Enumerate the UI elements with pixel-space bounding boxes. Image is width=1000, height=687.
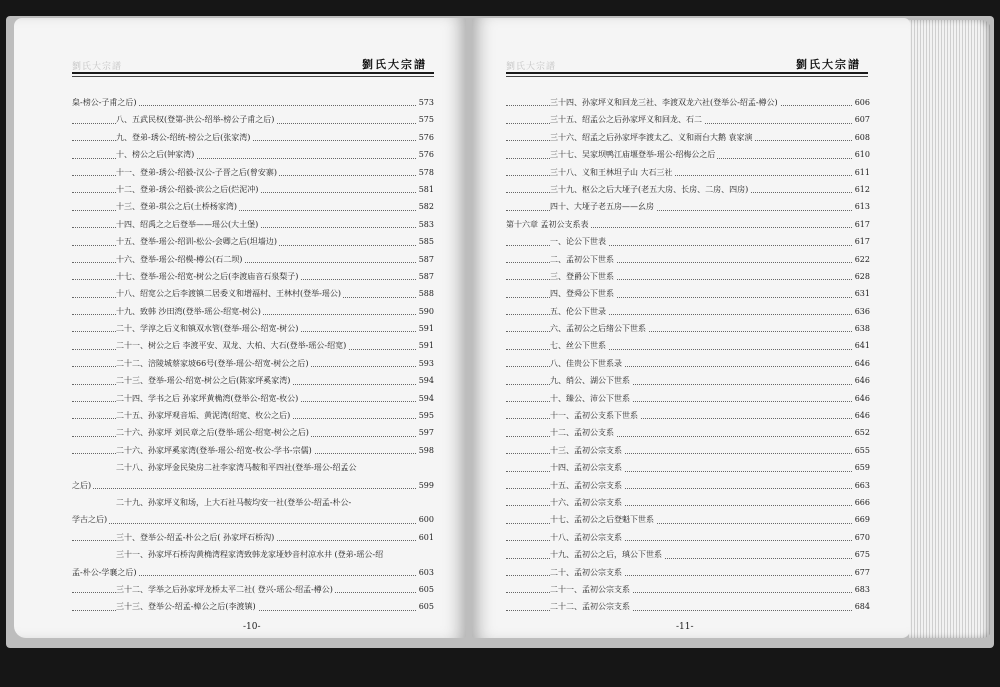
- right-toc-list: [506, 94, 870, 616]
- toc-entry-title: 十八、绍宽公之后李渡镇二居委义和增福村、王林村(登举-瑶公): [116, 289, 341, 299]
- left-header-faint-text: 劉氏大宗譜: [72, 62, 123, 72]
- toc-entry-title: 二十三、登举-瑶公-绍宽-树公之后(陈家坪奚家湾): [116, 376, 291, 386]
- toc-page-number: 617: [853, 216, 870, 233]
- toc-entry-title: 四十、大垭子老五房——幺房: [550, 202, 654, 212]
- toc-entry-title: 三十二、学举之后孙家坪龙桥太平二社( 登兴-瑶公-绍孟-樽公): [116, 584, 333, 594]
- toc-entry: [72, 529, 434, 546]
- toc-entry: [72, 111, 434, 128]
- toc-page-number: 636: [853, 303, 870, 320]
- toc-page-number: 576: [417, 146, 434, 163]
- toc-entry: [506, 268, 870, 285]
- toc-page-number: 590: [417, 303, 434, 320]
- toc-page-number: 612: [853, 181, 870, 198]
- toc-entry-title: 三十八、义和王林坦子山 大石三社: [550, 167, 673, 177]
- toc-entry-title: 三十六、绍孟之后孙家坪李渡太乙、义和雨台大鹅 袁家演: [550, 132, 753, 142]
- toc-entry: [72, 424, 434, 441]
- toc-entry: [72, 494, 434, 529]
- toc-entry: [72, 268, 434, 285]
- toc-page-number: 677: [853, 564, 870, 581]
- toc-entry: [72, 372, 434, 389]
- toc-entry: [72, 581, 434, 598]
- right-header-faint-text: 劉氏大宗譜: [506, 62, 557, 72]
- toc-entry-title: 十八、孟初公宗支系: [550, 532, 622, 542]
- left-header-rule-thin: [72, 76, 434, 77]
- toc-entry-title: 三十七、吴家坝鸭江庙堰登举-瑶公-绍梅公之后: [550, 150, 716, 160]
- toc-entry: [506, 459, 870, 476]
- toc-entry-title: 十五、登举-瑶公-绍训-松公-会卿之后(坦墙边): [116, 237, 278, 247]
- toc-entry: [506, 529, 870, 546]
- toc-entry: [72, 94, 434, 111]
- toc-entry-title-continued: 之后): [72, 480, 92, 490]
- toc-entry: [506, 355, 870, 372]
- toc-page-number: 607: [853, 111, 870, 128]
- toc-entry-title: 二十四、学书之后 孙家坪黄桷湾(登举公-绍宽-枚公): [116, 393, 299, 403]
- toc-entry: [506, 477, 870, 494]
- toc-entry: [506, 146, 870, 163]
- toc-page-number: 617: [853, 233, 870, 250]
- toc-entry-title-continued: 孟-朴公-学襄之后): [72, 567, 137, 577]
- toc-entry-title: 十一、孟初公支系下世系: [550, 411, 638, 421]
- toc-page-number: 641: [853, 337, 870, 354]
- toc-entry: [506, 407, 870, 424]
- toc-entry: [72, 233, 434, 250]
- toc-entry-title-continued: 学古之后): [72, 515, 108, 525]
- toc-page-number: 683: [853, 581, 870, 598]
- toc-page-number: 659: [853, 459, 870, 476]
- toc-entry-title: 三十五、绍孟公之后孙家坪义和回龙、石二: [550, 115, 702, 125]
- toc-leader-dots: [72, 523, 416, 524]
- toc-entry-title: 十二、孟初公支系: [550, 428, 614, 438]
- toc-page-number: 675: [853, 546, 870, 563]
- toc-entry-title: 三十四、孙家坪义和回龙三社、李渡双龙六社(登举公-绍孟-樽公): [550, 98, 778, 107]
- left-page: [14, 18, 466, 638]
- toc-page-number: 578: [417, 164, 434, 181]
- left-toc-list: [72, 94, 434, 616]
- toc-page-number: 599: [417, 477, 434, 494]
- toc-page-number: 669: [853, 511, 870, 528]
- toc-entry-title: 二十一、树公之后 李渡平安、双龙、大柏、大石(登举-瑶公-绍宽): [116, 341, 347, 351]
- toc-page-number: 593: [417, 355, 434, 372]
- toc-entry: [506, 337, 870, 354]
- left-folio: -10-: [243, 622, 261, 632]
- toc-entry: [506, 442, 870, 459]
- toc-page-number: 587: [417, 268, 434, 285]
- toc-entry: [506, 164, 870, 181]
- toc-entry: [72, 546, 434, 581]
- toc-entry: [72, 407, 434, 424]
- toc-entry: [72, 303, 434, 320]
- toc-page-number: 611: [853, 164, 870, 181]
- left-header-rule-thick: [72, 72, 434, 74]
- toc-entry-title: 十五、孟初公宗支系: [550, 480, 622, 490]
- toc-page-number: 598: [417, 442, 434, 459]
- toc-page-number: 622: [853, 251, 870, 268]
- toc-page-number: 595: [417, 407, 434, 424]
- toc-entry-title: 四、登舜公下世系: [550, 289, 614, 299]
- toc-page-number: 613: [853, 198, 870, 215]
- right-header-title: 劉氏大宗譜: [796, 58, 861, 71]
- toc-page-number: 605: [417, 581, 434, 598]
- toc-entry: [72, 129, 434, 146]
- toc-page-number: 666: [853, 494, 870, 511]
- toc-entry-title: 二、孟初公下世系: [550, 254, 614, 264]
- toc-entry: [506, 181, 870, 198]
- toc-entry: [72, 320, 434, 337]
- toc-entry-title: 三十、登举公-绍孟-朴公之后( 孙家坪石桥沟): [116, 532, 275, 542]
- toc-page-number: 606: [853, 94, 870, 111]
- toc-page-number: 608: [853, 129, 870, 146]
- toc-page-number: 605: [417, 598, 434, 615]
- toc-page-number: 583: [417, 216, 434, 233]
- toc-entry: [506, 390, 870, 407]
- toc-entry-title: 二十六、孙家坪 刘民章之后(登举-瑶公-绍宽-树公之后): [116, 428, 309, 438]
- toc-entry: [72, 216, 434, 233]
- toc-entry: [506, 494, 870, 511]
- toc-page-number: 646: [853, 372, 870, 389]
- toc-entry-title: 二十二、涪陵城蔡家坡66号(登举-瑶公-绍宽-树公之后): [116, 358, 309, 368]
- toc-entry: [506, 111, 870, 128]
- toc-page-number: 652: [853, 424, 870, 441]
- toc-entry-title: 十九、致韩 沙田湾(登举-瑶公-绍宽-树公): [116, 306, 261, 316]
- toc-entry: [72, 198, 434, 215]
- toc-entry-title: 三十一、孙家坪石桥沟黄桷湾程家湾致韩龙家垭妙音村凉水井 (登弟-瑶公-绍: [116, 550, 384, 560]
- toc-leader-dots: [72, 488, 416, 489]
- toc-entry-title: 第十六章 孟初公支系表: [506, 219, 589, 229]
- toc-entry: [506, 424, 870, 441]
- toc-page-number: 601: [417, 529, 434, 546]
- toc-page-number: 603: [417, 564, 434, 581]
- toc-entry-title: 九、绡公、湖公下世系: [550, 376, 630, 386]
- book-page-edges: [909, 20, 991, 638]
- toc-page-number: 631: [853, 285, 870, 302]
- toc-page-number: 663: [853, 477, 870, 494]
- toc-entry-title: 十一、登弟-琇公-绍毅-汉公-子晋之后(曾安寨): [116, 167, 278, 177]
- toc-entry-title: 十二、登弟-琇公-绍毅-滨公之后(烂泥冲): [116, 184, 259, 194]
- toc-entry-title: 六、孟初公之后绪公下世系: [550, 324, 646, 334]
- toc-entry: [72, 164, 434, 181]
- toc-entry: [72, 390, 434, 407]
- toc-entry-title: 八、佳贵公下世系录: [550, 358, 622, 368]
- toc-entry-title: 十三、登弟-琪公之后(土桥杨家湾): [116, 202, 237, 212]
- toc-page-number: 585: [417, 233, 434, 250]
- toc-page-number: 628: [853, 268, 870, 285]
- toc-page-number: 684: [853, 598, 870, 615]
- toc-entry-title: 十四、绍禹之之后登举——瑶公(大土堡): [116, 219, 259, 229]
- toc-entry-title: 五、伦公下世录: [550, 306, 606, 316]
- toc-page-number: 576: [417, 129, 434, 146]
- toc-page-number: 670: [853, 529, 870, 546]
- toc-entry-title: 十六、孟初公宗支系: [550, 497, 622, 507]
- toc-entry-title: 十七、登举-瑶公-绍宽-树公之后(李渡庙音石泉梨子): [116, 271, 299, 281]
- toc-page-number: 588: [417, 285, 434, 302]
- toc-entry-title: 二十一、孟初公宗支系: [550, 584, 630, 594]
- toc-entry-title: 三、登爵公下世系: [550, 271, 614, 281]
- toc-page-number: 655: [853, 442, 870, 459]
- right-header-rule-thin: [506, 76, 868, 77]
- toc-entry-title: 七、丝公下世系: [550, 341, 606, 351]
- toc-entry: [506, 285, 870, 302]
- toc-entry-title: 二十、孟初公宗支系: [550, 567, 622, 577]
- toc-entry: [506, 581, 870, 598]
- toc-entry: [72, 355, 434, 372]
- toc-entry: [506, 303, 870, 320]
- toc-entry-title: 十六、登举-瑶公-绍模-樽公(石二坝): [116, 254, 243, 264]
- toc-page-number: 646: [853, 390, 870, 407]
- toc-entry-title: 十七、孟初公之后登魁下世系: [550, 515, 654, 525]
- toc-page-number: 581: [417, 181, 434, 198]
- toc-entry-title: 十九、孟初公之后，瑱公下世系: [550, 550, 662, 560]
- toc-page-number: 610: [853, 146, 870, 163]
- toc-entry: [72, 459, 434, 494]
- toc-entry-title: 二十八、孙家坪金民染房二社李家湾马鞍和平四社(登举-瑶公-绍孟公: [116, 463, 357, 473]
- toc-entry-title: 九、登弟-琇公-绍统-榜公之后(张家湾): [116, 132, 251, 142]
- toc-entry: [506, 511, 870, 528]
- toc-page-number: 582: [417, 198, 434, 215]
- right-page: [472, 18, 910, 638]
- toc-entry: [72, 146, 434, 163]
- toc-page-number: 594: [417, 390, 434, 407]
- toc-entry: [506, 598, 870, 615]
- toc-entry: [72, 181, 434, 198]
- toc-page-number: 591: [417, 320, 434, 337]
- toc-entry-title: 八、五武民权(登第-洪公-绍举-榜公子甫之后): [116, 115, 275, 125]
- toc-page-number: 597: [417, 424, 434, 441]
- toc-page-number: 573: [417, 94, 434, 111]
- toc-entry: [72, 337, 434, 354]
- right-folio: -11-: [676, 622, 694, 632]
- toc-entry-title: 三十三、登举公-绍孟-樟公之后(李渡镇): [116, 602, 256, 612]
- toc-page-number: 646: [853, 355, 870, 372]
- toc-entry-title: 三十九、枢公之后大垭子(老五大房、长房、二房、四房): [550, 184, 749, 194]
- toc-entry: [506, 251, 870, 268]
- toc-entry-title: 二十、学淳之后义和镇双水管(登举-瑶公-绍宽-树公): [116, 324, 299, 334]
- toc-entry: [72, 442, 434, 459]
- toc-entry-title: 枲-榜公-子甫之后): [72, 98, 137, 107]
- toc-entry: [72, 285, 434, 302]
- toc-page-number: 646: [853, 407, 870, 424]
- toc-entry-title: 十四、孟初公宗支系: [550, 463, 622, 473]
- toc-entry: [506, 94, 870, 111]
- toc-entry-title: 二十九、孙家坪义和场，上大石社马鞍均安一社(登举公-绍孟-朴公-: [116, 498, 352, 507]
- toc-entry: [506, 546, 870, 563]
- toc-page-number: 594: [417, 372, 434, 389]
- toc-entry-title: 十三、孟初公宗支系: [550, 445, 622, 455]
- left-header-title: 劉氏大宗譜: [362, 58, 427, 71]
- toc-entry-title: 十、臻公、沛公下世系: [550, 393, 630, 403]
- right-header-rule-thick: [506, 72, 868, 74]
- toc-entry: [506, 233, 870, 250]
- toc-entry-title: 二十六、孙家坪奚家湾(登举-瑶公-绍宽-枚公-学书-宗儒): [116, 445, 312, 455]
- toc-entry-title: 十、榜公之后(钟家湾): [116, 150, 195, 160]
- toc-page-number: 587: [417, 251, 434, 268]
- toc-entry: [506, 129, 870, 146]
- toc-page-number: 591: [417, 337, 434, 354]
- toc-entry: [72, 598, 434, 615]
- toc-page-number: 600: [417, 511, 434, 528]
- toc-entry: [506, 198, 870, 215]
- toc-entry: [72, 251, 434, 268]
- toc-entry-title: 二十五、孙家坪观音垢、黄泥湾(绍宽、枚公之后): [116, 411, 291, 421]
- toc-entry: [506, 216, 870, 233]
- toc-page-number: 638: [853, 320, 870, 337]
- toc-entry: [506, 320, 870, 337]
- toc-entry: [506, 372, 870, 389]
- toc-page-number: 575: [417, 111, 434, 128]
- toc-entry-title: 二十二、孟初公宗支系: [550, 602, 630, 612]
- toc-entry: [506, 564, 870, 581]
- toc-entry-title: 一、论公下世表: [550, 237, 606, 247]
